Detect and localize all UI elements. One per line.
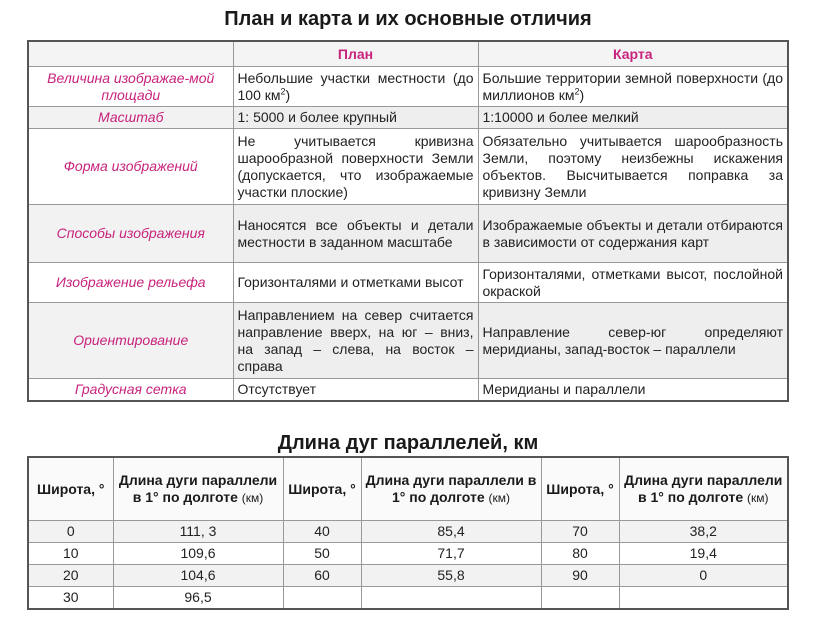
latitude-cell: 80: [541, 543, 619, 565]
arc-length-cell: 0: [619, 565, 788, 587]
header-arc-length-3: Длина дуги параллели в 1° по долготе (км): [619, 457, 788, 521]
latitude-cell: 0: [28, 521, 113, 543]
latitude-cell: 30: [28, 587, 113, 610]
arc-length-cell: 71,7: [361, 543, 541, 565]
cell-map-grid: Меридианы и параллели: [478, 379, 788, 401]
latitude-cell: 50: [283, 543, 361, 565]
cell-plan-scale: 1: 5000 и более крупный: [233, 107, 478, 129]
row-label-shape: Форма изображений: [28, 129, 233, 205]
latitude-cell: 20: [28, 565, 113, 587]
latitude-cell: [541, 587, 619, 610]
cell-plan-relief: Горизонталями и отметками высот: [233, 263, 478, 303]
arc-length-cell: 111, 3: [113, 521, 283, 543]
header-latitude-1: Широта, °: [28, 457, 113, 521]
cell-map-scale: 1:10000 и более мелкий: [478, 107, 788, 129]
row-label-scale: Масштаб: [28, 107, 233, 129]
cell-map-shape: Обязательно учитывается шарообразность Земли, поэтому неизбежны искажения объектов. Высчитывается поправка за кривизну Земли: [478, 129, 788, 205]
table-row: [28, 543, 788, 565]
row-label-methods: Способы изображения: [28, 205, 233, 263]
arc-length-cell: [361, 587, 541, 610]
table-title-plan-vs-map: План и карта и их основные отличия: [224, 8, 592, 30]
table-row: [28, 565, 788, 587]
cell-plan-orientation: Направлением на север считается направление вверх, на юг – вниз, на запад – слева, на восток – справа: [233, 303, 478, 379]
header-plan: План: [233, 41, 478, 67]
latitude-cell: 40: [283, 521, 361, 543]
latitude-cell: 90: [541, 565, 619, 587]
latitude-cell: [283, 587, 361, 610]
arc-length-cell: 96,5: [113, 587, 283, 610]
row-label-grid: Градусная сетка: [28, 379, 233, 401]
cell-plan-area: Небольшие участки местности (до 100 $км^2$): [233, 67, 478, 107]
cell-map-methods: Изображаемые объекты и детали отбираются в зависимости от содержания карт: [478, 205, 788, 263]
arc-length-cell: 109,6: [113, 543, 283, 565]
header-latitude-3: Широта, °: [541, 457, 619, 521]
table-row: [28, 521, 788, 543]
arc-length-cell: 85,4: [361, 521, 541, 543]
latitude-cell: 70: [541, 521, 619, 543]
parallel-arc-length-table: [27, 456, 789, 610]
header-arc-length-2: Длина дуги параллели в 1° по долготе (км): [361, 457, 541, 521]
arc-length-cell: 38,2: [619, 521, 788, 543]
latitude-cell: 10: [28, 543, 113, 565]
plan-map-comparison-table: [27, 40, 789, 402]
table-title-parallel-arcs: Длина дуг параллелей, км: [277, 432, 539, 454]
cell-map-area: Большие территории земной поверхности (до миллионов $км^2$): [478, 67, 788, 107]
cell-plan-shape: Не учитывается кривизна шарообразной поверхности Земли (допускается, что изображаемые участки плоские): [233, 129, 478, 205]
cell-map-relief: Горизонталями, отметками высот, послойной окраской: [478, 263, 788, 303]
row-label-area: Величина изображае-мой площади: [28, 67, 233, 107]
row-label-orientation: Ориентирование: [28, 303, 233, 379]
cell-plan-methods: Наносятся все объекты и детали местности в заданном масштабе: [233, 205, 478, 263]
cell-plan-grid: Отсутствует: [233, 379, 478, 401]
header-arc-length-1: Длина дуги параллели в 1° по долготе (км): [113, 457, 283, 521]
table-row: [28, 587, 788, 610]
row-label-relief: Изображение рельефа: [28, 263, 233, 303]
cell-map-orientation: Направление север-юг определяют меридианы, запад-восток – параллели: [478, 303, 788, 379]
arc-length-cell: 55,8: [361, 565, 541, 587]
arc-length-cell: [619, 587, 788, 610]
arc-length-cell: 19,4: [619, 543, 788, 565]
header-map: Карта: [478, 41, 788, 67]
latitude-cell: 60: [283, 565, 361, 587]
arc-length-cell: 104,6: [113, 565, 283, 587]
header-latitude-2: Широта, °: [283, 457, 361, 521]
header-empty: [28, 41, 233, 67]
